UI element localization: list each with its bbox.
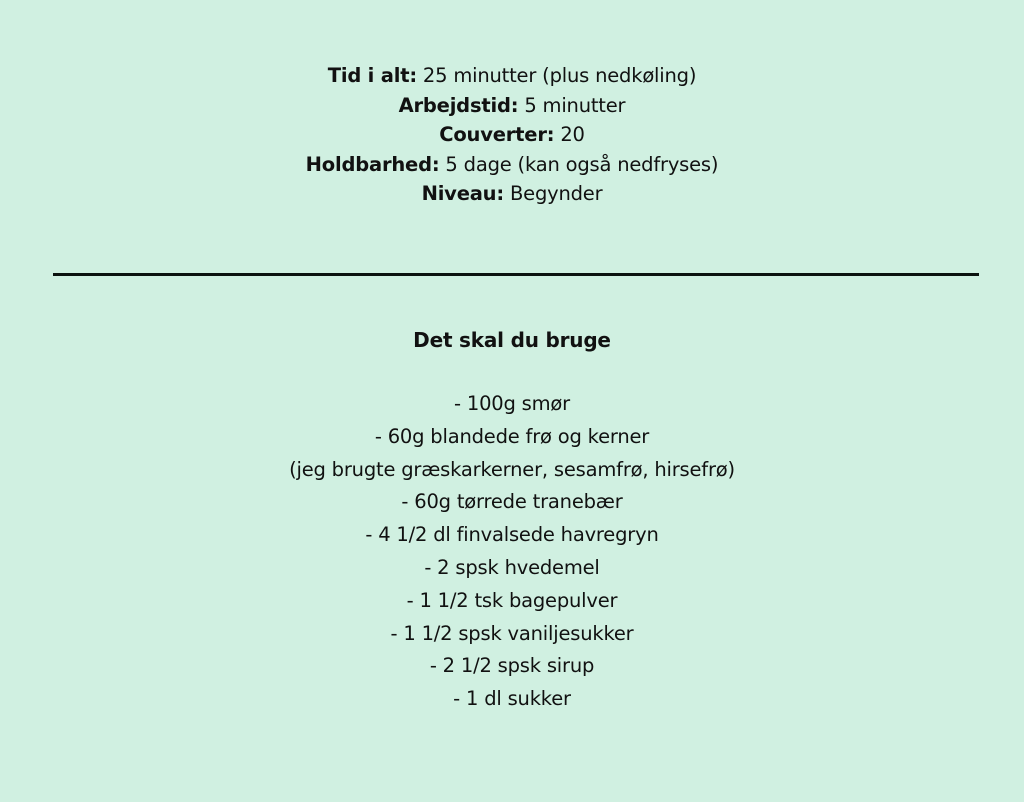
- ingredient-item: - 60g tørrede tranebær: [401, 490, 623, 514]
- info-label: Niveau:: [421, 182, 504, 205]
- ingredient-item: - 1 dl sukker: [453, 687, 571, 711]
- ingredient-item: - 60g blandede frø og kerner: [374, 424, 650, 448]
- ingredient-item: - 1 1/2 tsk bagepulver: [406, 588, 618, 612]
- ingredient-item: - 1 1/2 spsk vaniljesukker: [390, 621, 634, 645]
- section-divider: [53, 273, 979, 276]
- info-shelf-life: [0, 150, 1024, 180]
- ingredient-item: - 2 spsk hvedemel: [424, 555, 600, 579]
- info-label: Couverter:: [439, 123, 555, 146]
- info-label: Tid i alt:: [327, 64, 417, 87]
- info-value: 25 minutter (plus nedkøling): [416, 64, 697, 87]
- info-label: Arbejdstid:: [398, 93, 519, 117]
- info-label: Holdbarhed:: [305, 152, 440, 176]
- info-level: [0, 179, 1024, 209]
- info-value: 5 dage (kan også nedfryses): [439, 152, 719, 176]
- info-value: 20: [554, 123, 585, 146]
- info-value: 5 minutter: [518, 93, 626, 117]
- ingredient-item: - 4 1/2 dl finvalsede havregryn: [365, 523, 659, 547]
- info-servings: [0, 120, 1024, 150]
- info-total-time: [0, 61, 1024, 91]
- recipe-info-block: [0, 61, 1024, 209]
- ingredient-item: - 2 1/2 spsk sirup: [429, 654, 595, 678]
- ingredient-note: (jeg brugte græskarkerner, sesamfrø, hirsefrø): [289, 457, 735, 481]
- ingredients-heading: Det skal du bruge: [413, 328, 611, 352]
- info-work-time: [0, 91, 1024, 121]
- ingredient-item: - 100g smør: [454, 392, 570, 415]
- info-value: Begynder: [503, 182, 603, 205]
- ingredients-list: [0, 388, 1024, 716]
